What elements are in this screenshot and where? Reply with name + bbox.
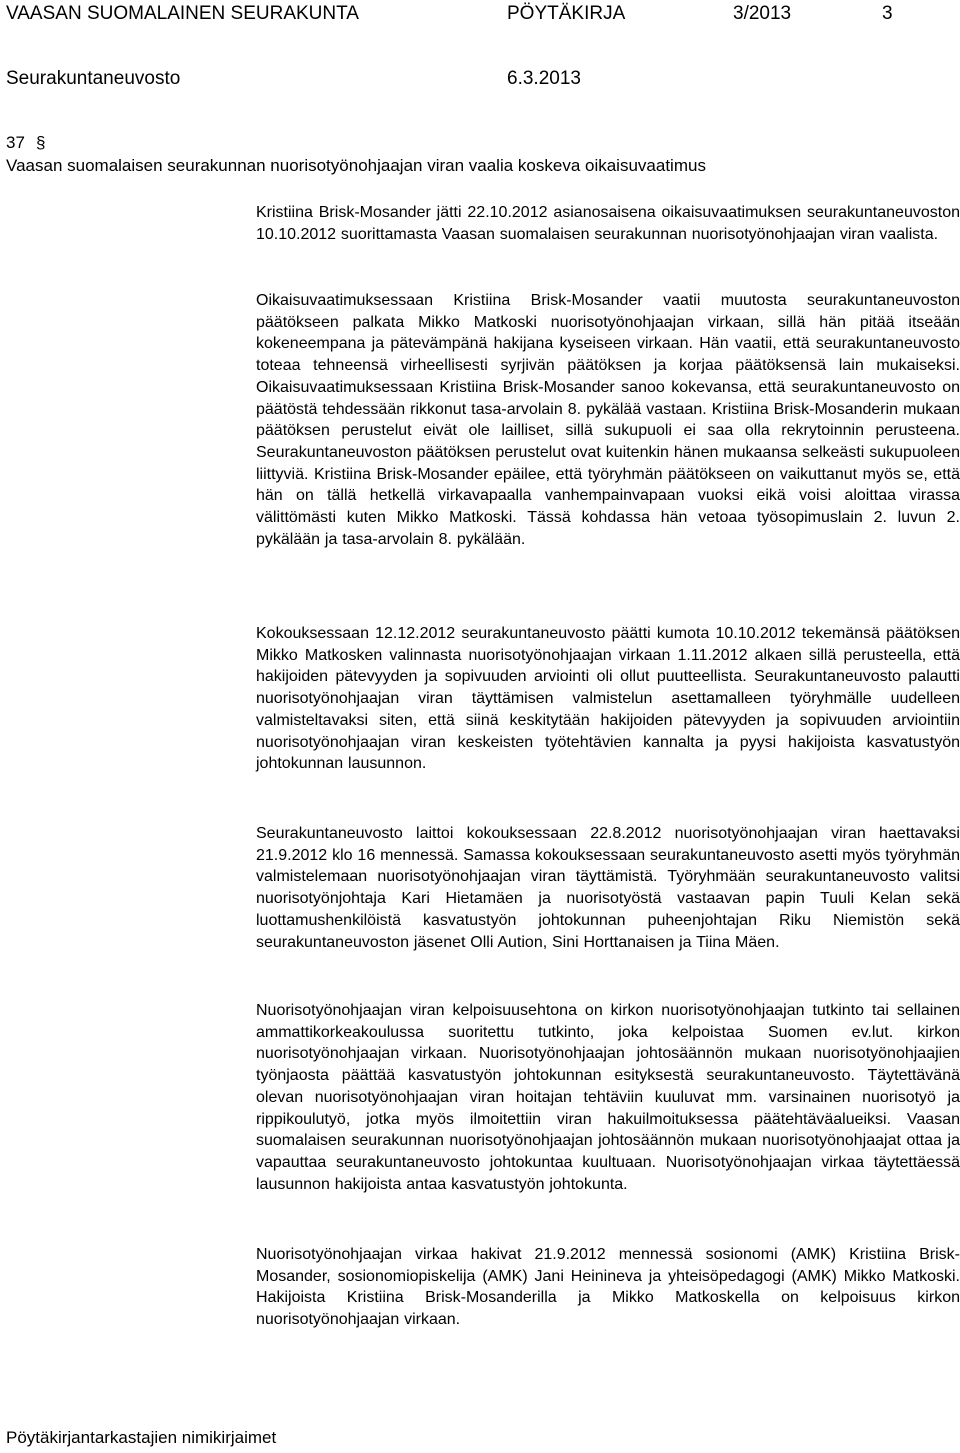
paragraph: Nuorisotyönohjaajan viran kelpoisuusehtona on kirkon nuorisotyönohjaajan tutkinto tai sellainen ammattikorkeakoulussa suoritettu tutkinto, joka kelpoistaa Suomen ev.lut. kirkon nuorisotyönohjaajan virkaan. Nuorisotyönohjaajan johtosäännön mukaan nuorisotyönohjaajien työnjaosta päättää kasvatustyön johtokunnan esityksestä seurakuntaneuvosto. Täytettävänä olevan nuorisotyönohjaajan viran hoitajan tehtäviin kuuluvat mm. varsinainen nuorisotyö ja rippikoulutyö, jotka myös ilmoitettiin viran hakuilmoituksessa päätehtäväalueiksi. Vaasan suomalaisen seurakunnan nuorisotyönohjaajan johtosäännön mukaan nuorisotyönohjaajat ottaa ja vapauttaa seurakuntaneuvosto johtokuntaa kuultuaan. Nuorisotyönohjaajan virkaa täytettäessä lausunnon hakijoista antaa kasvatustyön johtokunta. bbox=[256, 1002, 960, 1193]
paragraph: Kokouksessaan 12.12.2012 seurakuntaneuvosto päätti kumota 10.10.2012 tekemänsä päätöksen Mikko Matkosken valinnasta nuorisotyönohjaajan virkaan 1.11.2012 alkaen sillä perusteella, että hakijoiden pätevyyden ja sopivuuden arviointi oli ollut puutteellista. Seurakuntaneuvosto palautti nuorisotyönohjaajan viran täyttämisen valmistelun asettamalleen työryhmälle uudelleen valmisteltavaksi siten, että siinä keskitytään hakijoiden pätevyyden ja sopivuuden arviointiin nuorisotyönohjaajan viran keskeisten työtehtävien kannalta ja pyysi hakijoista kasvatustyön johtokunnan lausunnon. bbox=[256, 625, 960, 773]
section-title: Vaasan suomalaisen seurakunnan nuorisotyönohjaajan viran vaalia koskeva oikaisuvaatimus bbox=[6, 156, 706, 175]
meeting-date: 6.3.2013 bbox=[507, 68, 581, 89]
organization-name: VAASAN SUOMALAINEN SEURAKUNTA bbox=[6, 3, 359, 24]
paragraph: Seurakuntaneuvosto laittoi kokouksessaan 22.8.2012 nuorisotyönohjaajan viran haettavaksi 21.9.2012 klo 16 mennessä. Samassa kokouksessaan seurakuntaneuvosto asetti myös työryhmän valmistelemaan nuorisotyönohjaajan viran täyttämistä. Työryhmään seurakuntaneuvosto valitsi nuorisotyönjohtaja Kari Hietamäen ja nuorisotyöstä vastaavan papin Tuuli Kelan sekä luottamushenkilöistä kasvatustyön johtokunnan puheenjohtajan Riku Niemistön sekä seurakuntaneuvoston jäsenet Olli Aution, Sini Horttanaisen ja Tiina Mäen. bbox=[256, 825, 960, 951]
governing-body: Seurakuntaneuvosto bbox=[6, 68, 181, 89]
page-number: 3 bbox=[882, 3, 893, 24]
section-number: 37 bbox=[6, 133, 25, 152]
paragraph: Nuorisotyönohjaajan virkaa hakivat 21.9.2012 mennessä sosionomi (AMK) Kristiina Brisk-Mosander, sosionomiopiskelija (AMK) Jani Heinineva ja yhteisöpedagogi (AMK) Mikko Matkoski. Hakijoista Kristiina Brisk-Mosanderilla ja Mikko Matkoskella on kelpoisuus kirkon nuorisotyönohjaajan virkaan. bbox=[256, 1246, 960, 1329]
document-type: PÖYTÄKIRJA bbox=[507, 3, 626, 24]
section-symbol: § bbox=[36, 133, 46, 152]
footer-initials-label: Pöytäkirjantarkastajien nimikirjaimet bbox=[6, 1428, 277, 1447]
document-number: 3/2013 bbox=[733, 3, 792, 24]
paragraph: Oikaisuvaatimuksessaan Kristiina Brisk-Mosander vaatii muutosta seurakuntaneuvoston päätökseen palkata Mikko Matkoski nuorisotyönohjaajan virkaan, sillä hän pitää itseään kokeneempana ja pätevämpänä hakijana kyseiseen virkaan. Hän vaatii, että seurakuntaneuvosto toteaa tehneensä virheellisesti syrjivän päätöksen ja korjaa päätöksensä lain mukaiseksi. Oikaisuvaatimuksessaan Kristiina Brisk-Mosander sanoo kokevansa, että seurakuntaneuvosto on päätöstä tehdessään rikkonut tasa-arvolain 8. pykälää vastaan. Kristiina Brisk-Mosanderin mukaan päätöksen perustelut eivät ole lailliset, sillä sukupuoli ei saa olla rekrytoinnin perusteena. Seurakuntaneuvoston päätöksen perustelut ovat kuitenkin hänen mukaansa selkeästi sukupuoleen liittyviä. Kristiina Brisk-Mosander epäilee, että työryhmän päätökseen on vaikuttanut myös se, että hän on tällä hetkellä virkavapaalla vanhempainvapaan vuoksi eikä voisi aloittaa virassa välittömästi kuten Mikko Matkoski. Tässä kohdassa hän vetoaa työsopimuslain 2. luvun 2. pykälään ja tasa-arvolain 8. pykälään. bbox=[256, 292, 960, 548]
paragraph: Kristiina Brisk-Mosander jätti 22.10.2012 asianosaisena oikaisuvaatimuksen seurakuntaneuvoston 10.10.2012 suorittamasta Vaasan suomalaisen seurakunnan nuorisotyönohjaajan viran vaalista. bbox=[256, 204, 960, 243]
